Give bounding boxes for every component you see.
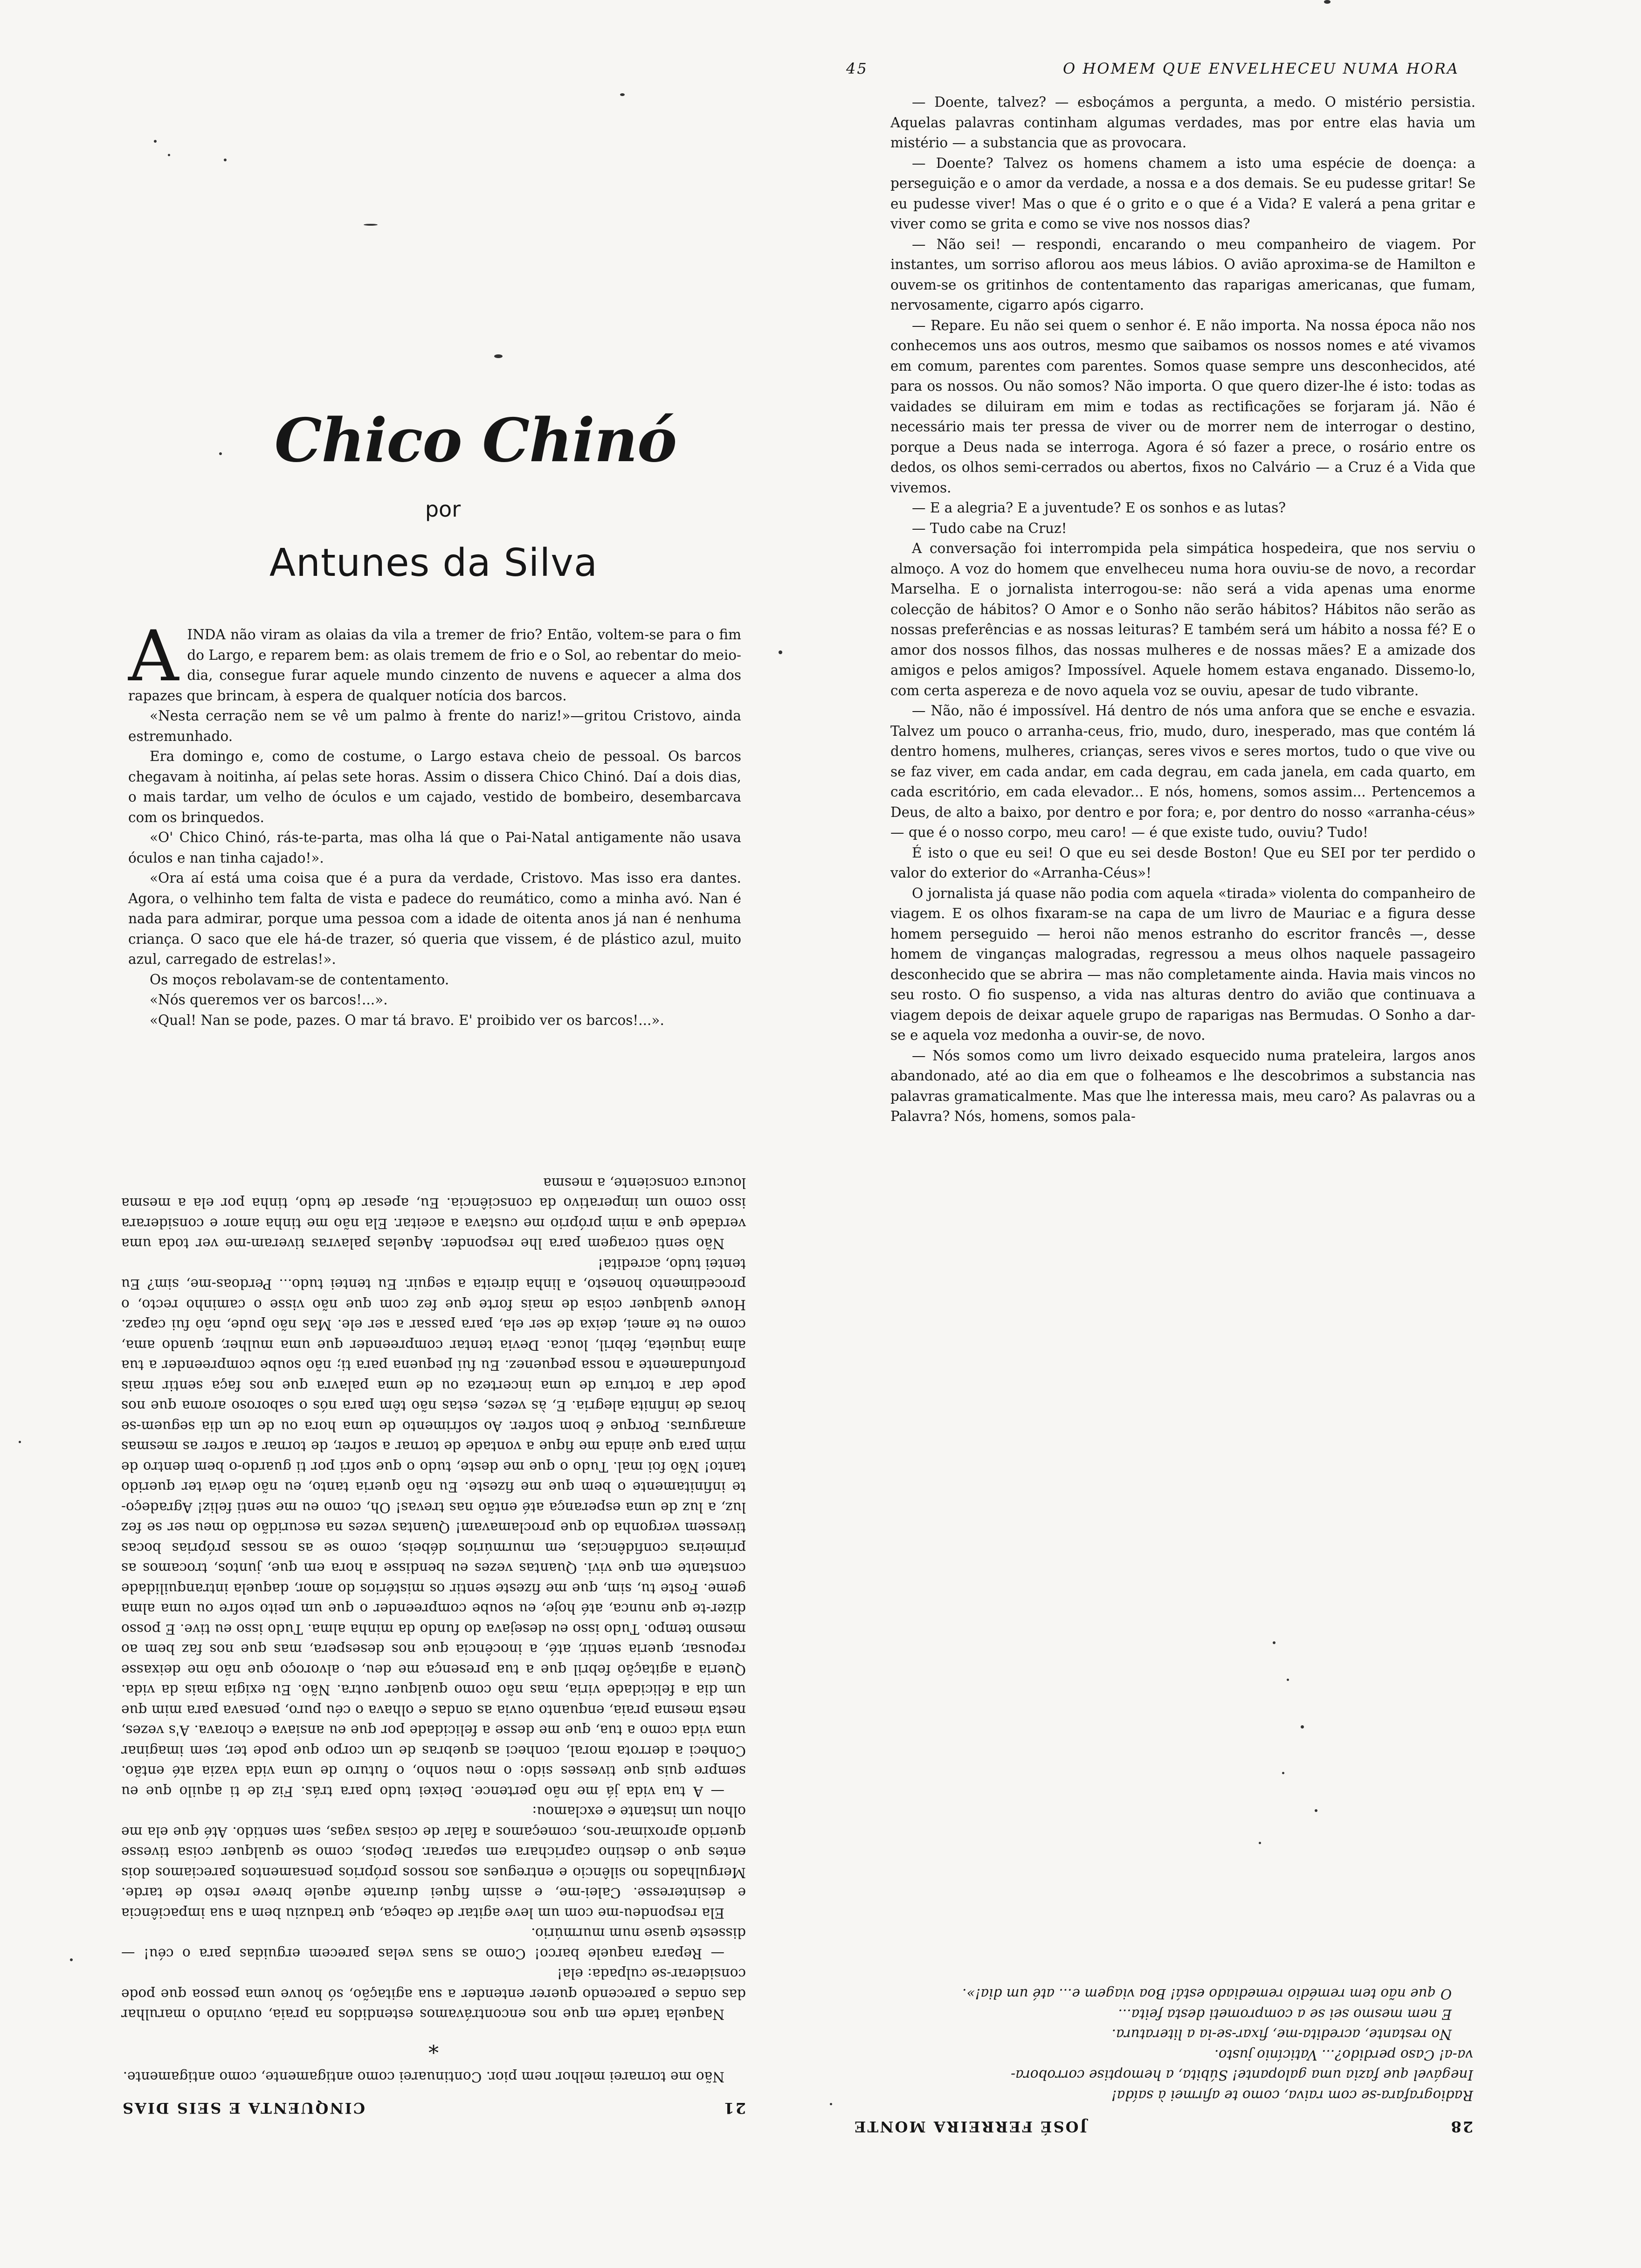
speck xyxy=(1324,0,1331,4)
page-number: 28 xyxy=(1449,2118,1473,2136)
paragraph: É isto o que eu sei! O que eu sei desde Boston! Que eu SEI por ter perdido o valor do exterior do «Arranha-Céus»! xyxy=(890,844,1476,881)
speck xyxy=(830,2103,832,2105)
left-page-text xyxy=(128,616,741,1030)
paragraph: — Nós somos como um livro deixado esquecido numa prateleira, largos anos abandonado, até ao dia em que o folheamos e lhe descobrimos a substancia nas palavras gramaticalmente. Mas que lhe interessa mais, meu caro? As palavras ou a Palavra? Nós, homens, somos pala- xyxy=(890,1047,1476,1124)
bottom-left-text xyxy=(121,1173,746,2087)
bottom-right-text xyxy=(853,1984,1473,2105)
paragraph: — Tudo cabe na Cruz! xyxy=(912,520,1067,536)
drop-cap: A xyxy=(128,616,179,697)
bottom-left-header xyxy=(121,2094,746,2117)
text-line: O que não tem remédio remediado está! Boa viagem e... até um dia!». xyxy=(962,1986,1452,2002)
paragraph: Não senti coragem para lhe responder. Aquelas palavras tiveram-me ver toda uma verdade que a mim próprio me custava a aceitar. Ela não me tinha amor e considerara isso como um imperativo da consciência. Eu, apesar de tudo, tinha por ela a mesma loucura consciente, a mesma xyxy=(121,1175,746,1252)
right-page-text xyxy=(890,92,1476,1127)
story-title: Chico Chinó xyxy=(274,406,677,476)
paragraph: — Doente, talvez? — esboçámos a pergunta, a medo. O mistério persistia. Aquelas palavras continham algumas verdades, mas por entre elas havia um mistério — a substancia que as provocara. xyxy=(890,94,1476,151)
paragraph: Naquela tarde em que nos encontrávamos estendidos na praia, ouvindo o marulhar das ondas e parecendo querer entender a sua agitação, só houve uma pessoa que pode considerar-se culpada: ela! xyxy=(121,1966,746,2023)
paragraph: «O' Chico Chinó, rás-te-parta, mas olha lá que o Pai-Natal antigamente não usava óculos e nan tinha cajado!». xyxy=(128,830,741,866)
speck xyxy=(1259,1842,1261,1844)
paragraph: AINDA não viram as olaias da vila a tremer de frio? Então, voltem-se para o fim do Largo, e reparem bem: as olais tremem de frio e o Sol, ao rebentar do meio-dia, consegue furar aquele mundo cinzento de nuvens e aquecer a alma dos rapazes que brincam, à espera de qualquer notícia dos barcos. xyxy=(128,616,741,704)
paragraph: — E a alegria? E a juventude? E os sonhos e as lutas? xyxy=(912,500,1286,516)
speck xyxy=(364,224,378,226)
paragraph: A conversação foi interrompida pela simpática hospedeira, que nos serviu o almoço. A voz do homem que envelheceu numa hora ouviu-se de novo, a recordar Marselha. E o jornalista interrogou-se: não será a vida apenas uma enorme colecção de hábitos? O Amor e o Sonho não serão hábitos? Hábitos não serão as nossas preferências e as nossas leituras? E também será um hábito a nossa fé? E o amor dos nossos filhos, das nossas mulheres e de nossas mães? E a amizade dos amigos e pelos amigos? Impossível. Aquele homem estava enganado. Dissemo-lo, com certa aspereza e de novo aquela voz se ouviu, apesar de tudo vibrante. xyxy=(890,540,1476,698)
speck xyxy=(779,650,782,654)
paragraph: — Repare. Eu não sei quem o senhor é. E não importa. Na nossa época não nos conhecemos uns aos outros, mesmo que saibamos os nossos nomes e até vivamos em comum, parentes com parentes. Somos quase sempre uns desconhecidos, até para os nossos. Ou não somos? Não importa. O que quero dizer-lhe é isto: todas as vaidades se diluiram em mim e todas as rectificações se forjaram já. Não é necessário mais ter pressa de viver ou de morrer nem de interrogar o destino, porque a Deus nada se interroga. Agora é só fazer a prece, o rosário entre os dedos, os olhos semi-cerrados ou abertos, fixos no Calvário — a Cruz é a Vida que vivemos. xyxy=(890,317,1476,496)
speck xyxy=(620,93,625,96)
page-number: 21 xyxy=(722,2099,746,2117)
paragraph: Os moços rebolavam-se de contentamento. xyxy=(150,971,449,988)
section-separator: * xyxy=(428,2033,439,2058)
text-line: Radiografara-se com raiva, como te afirmei à saída! xyxy=(1111,2088,1473,2103)
speck xyxy=(168,154,170,156)
byline-por: por xyxy=(425,497,461,522)
running-head: CINQUENTA E SEIS DIAS xyxy=(121,2099,365,2117)
paragraph: — Não sei! — respondi, encarando o meu companheiro de viagem. Por instantes, um sorriso aflorou aos meus lábios. O avião aproxima-se de Hamilton e ouvem-se os gritinhos de contentamento das raparigas americanas, que fumam, nervosamente, cigarro após cigarro. xyxy=(890,236,1476,313)
paragraph: «Nesta cerração nem se vê um palmo à frente do nariz!»—gritou Cristovo, ainda estremunhado. xyxy=(128,708,741,744)
paragraph: «Qual! Nan se pode, pazes. O mar tá bravo. E' proibido ver os barcos!...». xyxy=(150,1012,664,1028)
bottom-right-header xyxy=(853,2112,1473,2136)
speck xyxy=(1287,1679,1289,1681)
paragraph: — Não, não é impossível. Há dentro de nós uma anfora que se enche e esvazia. Talvez um pouco o arranha-ceus, frio, mudo, duro, inesperado, mas que contém lá dentro homens, mulheres, crianças, seres vivos e seres mortos, tudo o que vive ou se faz viver, em cada andar, em cada degrau, em cada janela, em cada quarto, em cada escritório, em cada elevador... E nós, homens, somos assim... Pertencemos a Deus, de alto a baixo, por dentro e por fora; e, por dentro do nosso «arranha-céus» — que é o nosso corpo, meu caro! — é que existe tudo, ouviu? Tudo! xyxy=(890,703,1476,840)
running-head: JOSÉ FERREIRA MONTE xyxy=(853,2118,1087,2136)
paragraph: — Repara naquele barco! Como as suas velas parecem erguidas para o céu! — disseste quase num murmúrio. xyxy=(121,1925,746,1962)
paragraph: O jornalista já quase não podia com aquela «tirada» violenta do companheiro de viagem. E os olhos fixaram-se na capa de um livro de Mauriac e a figura desse homem perseguido — heroi não menos estranho do escritor francês —, desse homem de vinganças malogradas, regressou a meus olhos naquele passageiro desconhecido que se abrira — mas não completamente ainda. Havia mais vincos no seu rosto. O fio suspenso, a vida nas alturas dentro do avião que continuava a viagem depois de deixar aquele grupo de raparigas nas Bermudas. O Sonho a dar-se e aquela voz medonha a ouvir-se, de novo. xyxy=(890,885,1476,1043)
speck xyxy=(154,140,157,143)
paragraph: Ela respondeu-me com um leve agitar de cabeça, que traduziu bem a sua impaciência e desinteresse. Calei-me, e assim fiquei durante aquele breve resto de tarde. Mergulhados no silêncio e entregues aos nossos próprios pensamentos pareciamos dois entes que o destino caprichara em separar. Depois, como se qualquer coisa tivesse querido aproximar-nos, começamos a falar de coisas vagas, sem sentido. Até que ela me olhou um instante e exclamou: xyxy=(121,1804,746,1921)
speck xyxy=(494,354,503,358)
bottom-right-page xyxy=(853,1949,1473,2140)
page-number: 45 xyxy=(846,60,868,77)
text-line: No restante, acredita-me, fixar-se-ia a literatura. xyxy=(1111,2026,1452,2043)
text-line: Inegável que fazia uma galopante! Súbita, a hemoptise corrobora- xyxy=(1011,2067,1473,2083)
paragraph: — A tua vida já me não pertence. Deixei tudo para trás. Fiz de ti aquilo que eu sempre quis que tivesses sido: o meu sonho, o futuro de uma vida vazia até então. Conheci a derrota moral, conheci as quebras de um corpo que pode ter, sem imaginar uma vida como a tua, que me desse a felicidade por que eu ansiava e chorava. A's vezes, nesta mesma praia, enquanto ouvia as ondas e olhava o céu puro, pensava para mim que um dia a felicidade viria, mas não como qualquer outra. Não. Eu exigia mais da vida. Queria a agitação febril que a tua presença me deu, o alvoroço que não me deixasse repousar, queria sentir, até, a inocência que nos desespera, mas que nos faz bem ao mesmo tempo. Tudo isso eu desejava do fundo da minha alma. Tudo isso eu tive. E posso dizer-te que nunca, até hoje, eu soube compreender o que um peito sofre ou uma alma geme. Foste tu, sim, que me fizeste sentir os mistérios do amor, daquela intranquilidade constante em que vivi. Quantas vezes eu bendisse a hora em que, juntos, trocamos as primeiras confidências, em murmúrios débeis, como se as nossas próprias bocas tivessem vergonha do que proclamavam! Quantas vezes na escuridão do meu ser se fez luz, a luz de uma esperança até então nas trevas! Oh, como eu me senti feliz! Agradeço-te infinitamente o bem que me fizeste. Eu não queria tanto, eu não devia ter querido tanto! Não foi mal. Tudo o que me deste, tudo o que sofri por ti guardo-o bem dentro de mim para que ainda me fique a vontade de tornar a sofrer, de tornar a sofrer as mesmas amarguras. Porque é bom sofrer. Ao sofrimento de uma hora ou de um dia seguem-se horas de infinita alegria. E, às vezes, estas não têm para nós o saboroso aroma que nos pode dar a tortura de uma incerteza ou de uma palavra que nos faça sentir mais profundamente a nossa pequenez. Eu fui pequena para ti; não soube compreender a tua alma inquieta, febril, louca. Devia tentar compreender que uma mulher, quando ama, como eu te amei, deixa de ser ela, para passar a ser ele. Mas não pude, não fui capaz. Houve qualquer coisa de mais forte que fez com que não visse o caminho recto, o procedimento honesto, a linha direita a seguir. Eu tentei tudo... Perdoas-me, sim? Eu tentei tudo, acredita! xyxy=(121,1256,746,1799)
speck xyxy=(1273,1641,1276,1644)
speck xyxy=(70,1958,73,1961)
byline-author: Antunes da Silva xyxy=(269,541,598,585)
speck xyxy=(1315,1809,1317,1812)
text-line: va-a! Caso perdido?... Vaticínio justo. xyxy=(1214,2047,1473,2063)
speck xyxy=(219,452,222,455)
paragraph: — Doente? Talvez os homens chamem a isto uma espécie de doença: a perseguição e o amor da verdade, a nossa e a dos demais. Se eu pudesse gritar! Se eu pudesse viver! Mas o que é o grito e o que é a Vida? E valerá a pena gritar e viver como se grita e como se vive nos nossos dias? xyxy=(890,155,1476,232)
right-page-header xyxy=(846,60,1459,83)
running-head: O HOMEM QUE ENVELHECEU NUMA HORA xyxy=(1062,60,1459,77)
speck xyxy=(1282,1772,1284,1774)
speck xyxy=(1301,1725,1304,1729)
bottom-left-page xyxy=(121,1147,746,2126)
text-line: E nem mesmo sei se a comprometi desta feita... xyxy=(1118,2006,1452,2022)
speck xyxy=(19,1441,21,1443)
speck xyxy=(224,159,227,161)
paragraph: «Ora aí está uma coisa que é a pura da verdade, Cristovo. Mas isso era dantes. Agora, o velhinho tem falta de vista e padece do reumático, como a minha avó. Nan é nada para admirar, porque uma pessoa com a idade de oitenta anos já nan é nenhuma criança. O saco que ele há-de trazer, só queria que vissem, é de plástico azul, muito azul, carregado de estrelas!». xyxy=(128,870,741,967)
paragraph: Não me tornarei melhor nem pior. Continuarei como antigamente, como antigamente. xyxy=(123,2069,724,2085)
paragraph: «Nós queremos ver os barcos!...». xyxy=(150,992,388,1008)
paragraph: Era domingo e, como de costume, o Largo estava cheio de pessoal. Os barcos chegavam à noitinha, aí pelas sete horas. Assim o dissera Chico Chinó. Daí a dois dias, o mais tardar, um velho de óculos e um cajado, vestido de bombeiro, desembarcava com os brinquedos. xyxy=(128,748,741,825)
